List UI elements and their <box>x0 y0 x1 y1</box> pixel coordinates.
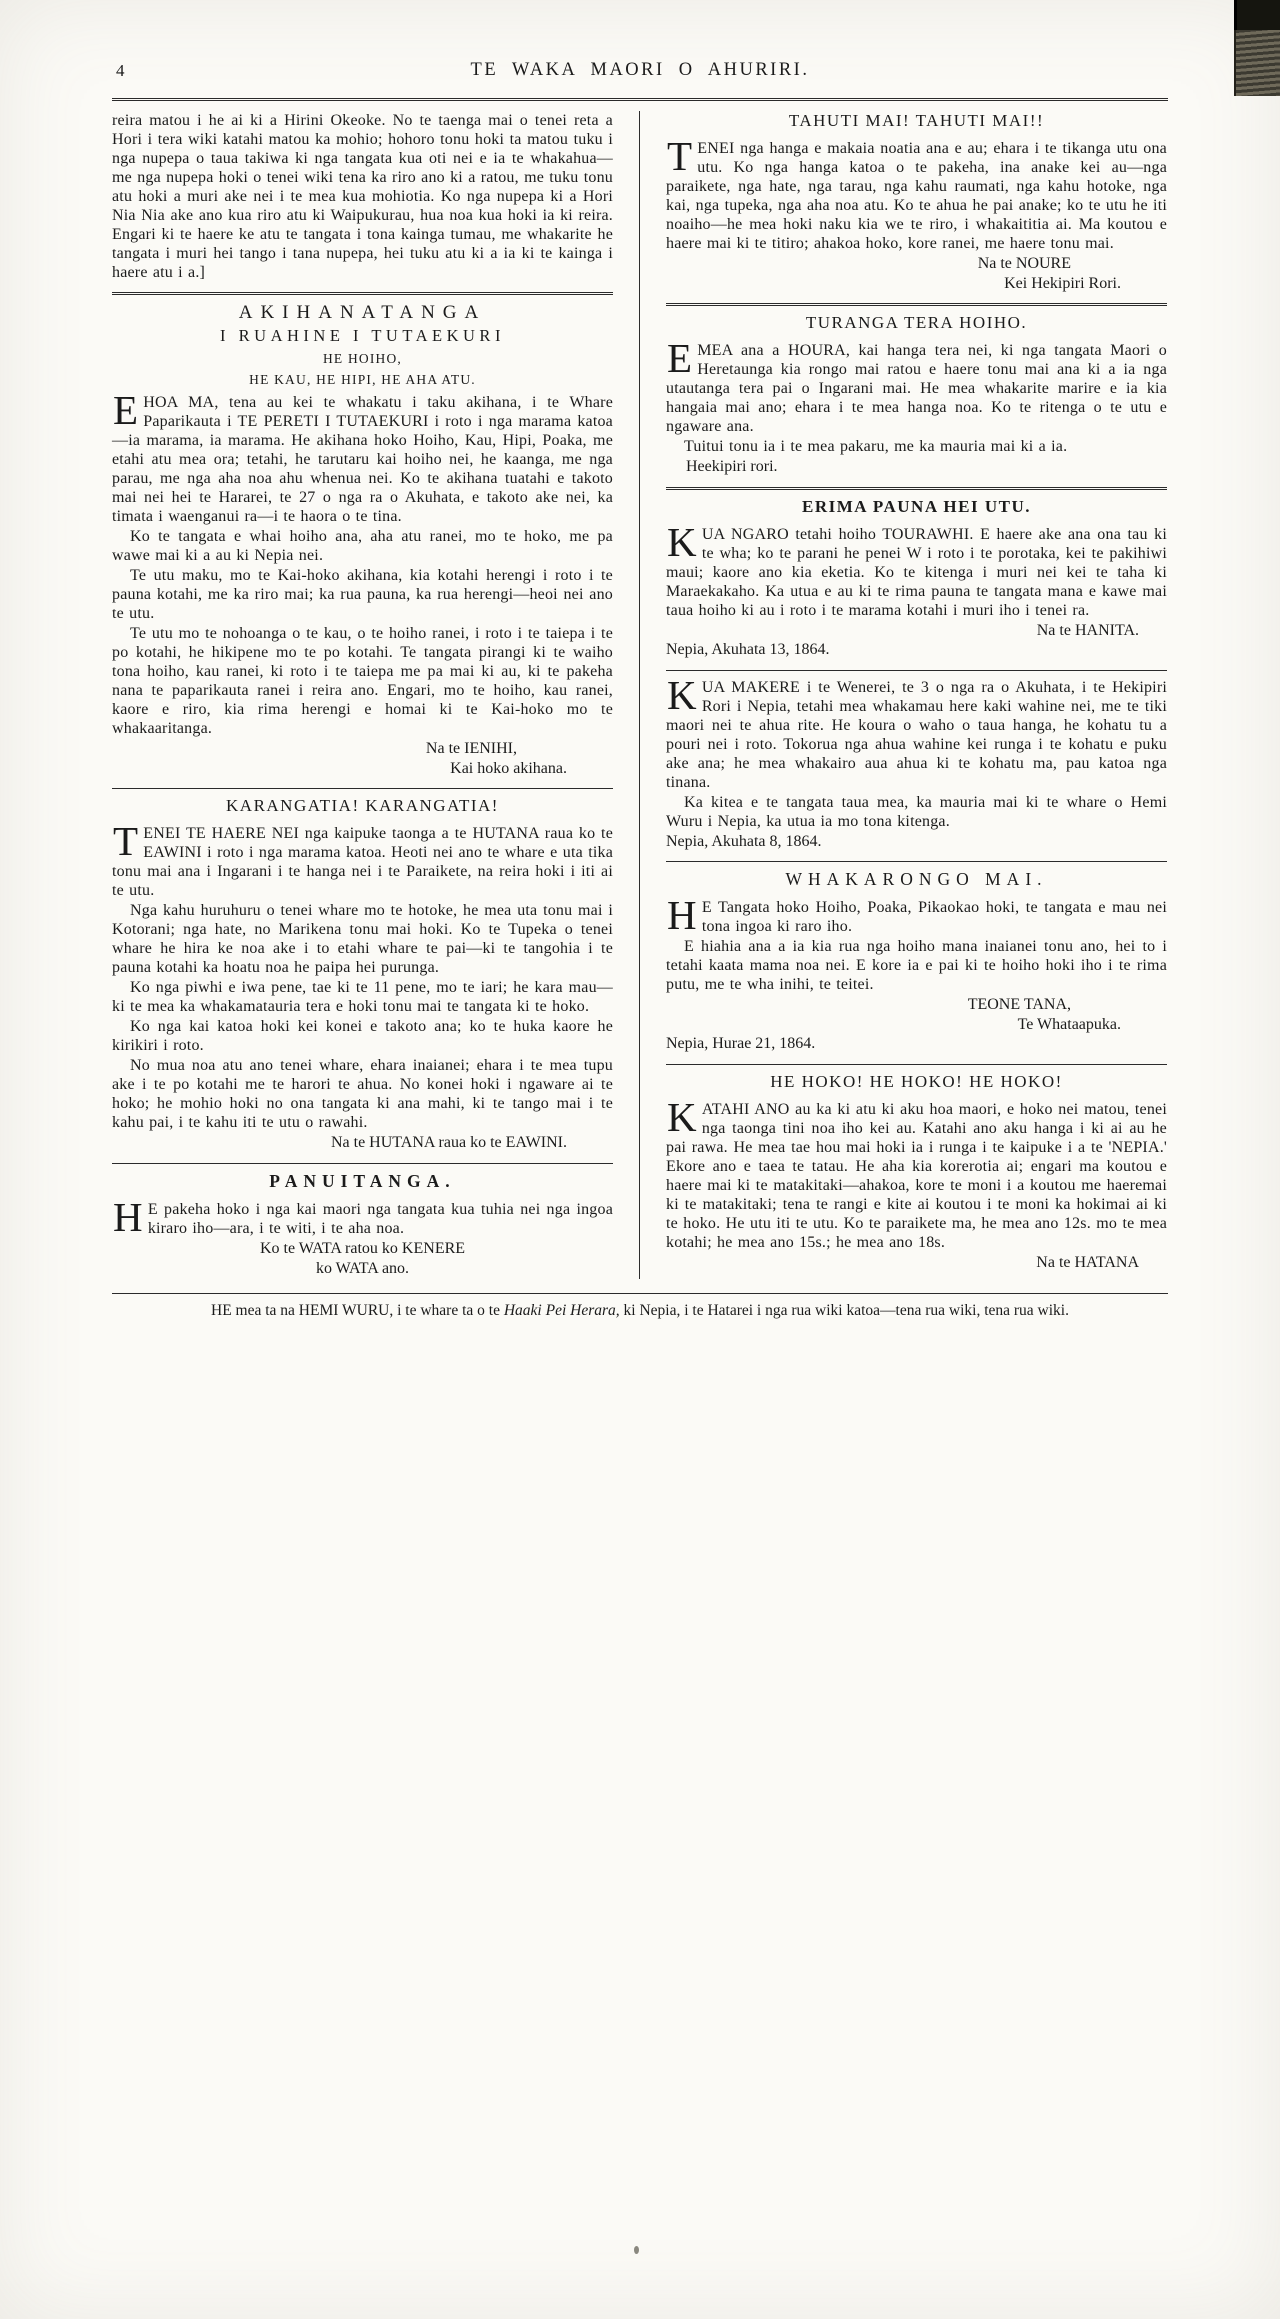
article-heading: TAHUTI MAI! TAHUTI MAI!! <box>788 111 1045 130</box>
signature-role: Te Whataapuka. <box>1017 1015 1121 1033</box>
paragraph <box>112 818 613 900</box>
section-rule <box>112 292 613 295</box>
speck-artifact <box>634 2246 639 2254</box>
section-rule <box>666 487 1167 490</box>
article-heading: AKIHANATANGA <box>238 302 487 323</box>
drop-cap: E <box>667 335 693 381</box>
paragraph <box>666 133 1167 253</box>
paragraph-text: UA MAKERE i te Wenerei, te 3 o nga ra o Akuhata, i te Hekipiri Rori i Nepia, tetahi mea whakamau here kaki wahine nei, me te tiki maori nei te ahua rite. He koura o waho o taua hanga, he kohatu tu a pouri nei i roto. Tokorua nga ahua wahine kei runga i te kohatu e puku ake ana; he mea whakairo aua ahua ki te kohatu ma, pau katoa nga tinana. <box>666 678 1167 791</box>
paragraph-text: ENEI TE HAERE NEI nga kaipuke taonga a te HUTANA raua ko te EAWINI i roto i nga marama katoa. Heoti nei ano te whare e uta tika tonu mai ana i Ingarani i te hanga nei i te Paraikete, na reira hoki i iti ai te utu. <box>112 825 613 899</box>
article-subheading: HE KAU, HE HIPI, HE AHA ATU. <box>249 372 476 387</box>
drop-cap: E <box>113 387 139 433</box>
paragraph: Ko te tangata e whai hoiho ana, aha atu ranei, mo te hoko, me pa wawe mai ki a au ki Nepia nei. <box>112 528 613 564</box>
dateline: Nepia, Hurae 21, 1864. <box>666 1035 816 1052</box>
drop-cap: T <box>667 133 693 179</box>
imprint-text: ki Nepia, i te Hatarei i nga rua wiki katoa—tena rua wiki, tena rua wiki. <box>619 1301 1069 1319</box>
left-column <box>112 111 613 1279</box>
signature-address: Kei Hekipiri Rori. <box>1004 274 1121 292</box>
columns <box>112 111 1168 1279</box>
imprint <box>160 1301 1120 1321</box>
article-heading: HE HOKO! HE HOKO! HE HOKO! <box>770 1071 1063 1091</box>
paragraph <box>666 335 1167 436</box>
signature-line2: ko WATA ano. <box>315 1259 410 1277</box>
article-heading-line2: I RUAHINE I TUTAEKURI <box>220 326 505 345</box>
signature: TEONE TANA, <box>967 996 1071 1013</box>
drop-cap: T <box>113 818 139 864</box>
section-rule <box>666 670 1167 671</box>
section-rule <box>112 788 613 789</box>
paragraph: Ka kitea e te tangata taua mea, ka mauria mai ki te whare o Hemi Wuru i Nepia, ka utua ia mo tona kitenga. <box>666 793 1167 830</box>
masthead-title: TE WAKA MAORI O AHURIRI. <box>470 60 810 80</box>
drop-cap: H <box>113 1193 143 1240</box>
column-divider <box>639 111 640 1279</box>
paragraph <box>666 518 1167 620</box>
article-heading: KARANGATIA! KARANGATIA! <box>226 796 499 815</box>
signature: Na te HATANA <box>1036 1253 1139 1271</box>
article-heading: PANUITANGA. <box>269 1170 456 1191</box>
paragraph-text: ATAHI ANO au ka ki atu ki aku hoa maori, e hoko nei matou, tenei nga taonga tini noa iho kei au. Katahi ano aku hanga i ki ai au he pai rawa. He mea tae hou mai hoki ia i runga i te kaipuke i a te 'NEPIA.' Ekore ano e taea te tatau. He aha kia korerotia ai; engari ma koutou e haere mai ki te matakitaki—ahakoa, kore te moni i a koutou me haeremai ki te matakitaki; tena te rangi e kite ai koutou i te moni ka hokimai ai ki te hoko. He utu iti te utu. Ko te paraikete ma, he mea ano 12s. mo te mea kotahi; he mea ano 15s.; he mea ano 18s. <box>666 1100 1167 1251</box>
paragraph-text: HOA MA, tena au kei te whakatu i taku akihana, i te Whare Paparikauta i TE PERETI I TUTAEKURI i roto i nga marama katoa—ia marama, ia marama. He akihana hoko Hoiho, Kau, Hipi, Poaka, me etahi atu mea ora; tetahi, he tarutaru kai hoiho nei, he kaanga, me nga parau, me nga aha noa ahu whenua nei. Ko te akihana tuatahi e takoto mai nei hei te Hararei, te 27 o nga ra o Akuhata, e takoto ake nei, ka timata i waenganui ra—i te haora o te tina. <box>112 394 613 525</box>
drop-cap: H <box>667 892 697 938</box>
paragraph-text: E Tangata hoko Hoiho, Poaka, Pikaokao hoki, te tangata e mau nei tona ingoa ki raro iho. <box>701 899 1167 935</box>
signature: Na te HANITA. <box>1036 621 1139 639</box>
paragraph <box>112 1193 613 1240</box>
signature: Na te NOURE <box>977 255 1071 272</box>
signature-role: Kai hoko akihana. <box>450 759 567 777</box>
drop-cap: K <box>667 518 697 565</box>
paragraph-text: E pakeha hoko i nga kai maori nga tangata kua tuhia nei nga ingoa kiraro iho—ara, i te witi, i te aha noa. <box>147 1200 613 1237</box>
signature: Na te IENIHI, <box>425 740 517 757</box>
paragraph: Ko nga piwhi e iwa pene, tae ki te 11 pene, mo te iari; he kara mau—ki te mea ka whakamatauria tera e hoki tonu mai te tangata ki te hoko. <box>112 979 613 1015</box>
article-heading: ERIMA PAUNA HEI UTU. <box>802 496 1031 516</box>
article-whakarongo-mai <box>666 869 1167 1054</box>
paragraph <box>666 1093 1167 1252</box>
scan-artifact <box>1234 0 1280 96</box>
paragraph <box>666 671 1167 792</box>
paragraph <box>666 892 1167 938</box>
drop-cap: K <box>667 671 697 718</box>
paragraph: Te utu maku, mo te Kai-hoko akihana, kia kotahi herengi i roto i te pauna kotahi, me ka riro mai; ka rua pauna, ka rua herengi—heoi nei ano te utu. <box>112 567 613 622</box>
section-rule <box>666 861 1167 862</box>
article-kua-makere <box>666 671 1167 852</box>
paragraph: E hiahia ana a ia kia rua nga hoiho mana inaianei tonu ano, hei to i tetahi kaata mama noa nei. E kore ia e pai ki te hoiho hoki iho i te rima putu, me te wha inihi, te teitei. <box>666 938 1167 993</box>
footer-rule <box>112 1293 1168 1294</box>
paragraph-text: MEA ana a HOURA, kai hanga tera nei, ki nga tangata Maori o Heretaunga kia rongo mai ratou e haere tonu mai ana ki a ia nga utautanga tera pai o Ingarani mai. He mea whakarite marire e ia kia hangaia mai ano; ehara i te mea hanga noa. Ko te ritenga o te utu e ngaware ana. <box>666 342 1167 435</box>
article-akihanatanga <box>112 302 613 778</box>
signature: Na te HUTANA raua ko te EAWINI. <box>330 1134 567 1151</box>
imprint-paper-name: Haaki Pei Herara, <box>503 1301 620 1319</box>
paragraph-text: ENEI nga hanga e makaia noatia ana e au; ehara i te tikanga utu ona utu. Ko nga hanga katoa o te pakeha, ina anake kei au—nga paraikete, nga hate, nga tarau, nga kahu raumati, nga kahu hotoke, nga kai, nga tupeka, nga aha noa atu. Ko te ahua he pai anake; ko te utu he iti noaiho—he mea hoki naku kia we te riro, i whakaititia ai. Ma koutou e haere mai ki te titiro; ahakoa hoko, kore ranei, me haere tonu mai. <box>666 140 1167 252</box>
paragraph: Ko nga kai katoa hoki kei konei e takoto ana; ko te huka kaore he kirikiri i roto. <box>112 1018 613 1054</box>
article-he-hoko <box>666 1072 1167 1273</box>
signature-address: Heekipiri rori. <box>686 458 778 475</box>
paragraph-text: UA NGARO tetahi hoiho TOURAWHI. E haere ake ana ona tau ki te wha; ko te parani he penei W i roto i te porotaka, kei te pakihiwi maui; kaore ano kia eketia. Ko te kitenga i muri nei kei te taha ki Maraekakaho. Ka utua e au ki te rima pauna te tangata mana e kawe mai taua hoiho ki au i roto i te marama kotahi i muri iho i tenei ra. <box>666 525 1167 619</box>
dateline: Nepia, Akuhata 8, 1864. <box>666 832 822 850</box>
signature: Ko te WATA ratou ko KENERE <box>259 1239 466 1257</box>
article-heading: TURANGA TERA HOIHO. <box>805 313 1028 332</box>
masthead-rule <box>112 98 1168 101</box>
right-column <box>666 111 1167 1279</box>
article-panuitanga <box>112 1171 613 1279</box>
article-subheading: HE HOIHO, <box>322 351 403 366</box>
paragraph: Tuitui tonu ia i te mea pakaru, me ka mauria mai ki a ia. <box>684 438 1068 455</box>
imprint-text: HE mea ta na HEMI WURU, i te whare ta o te <box>211 1301 504 1319</box>
section-rule <box>666 1064 1167 1065</box>
paragraph <box>112 387 613 526</box>
article-turanga-tera-hoiho <box>666 313 1167 477</box>
paragraph: No mua noa atu ano tenei whare, ehara inaianei; ehara i te mea tupu ake i te po kotahi me te harori te ahua. No konei hoki i ngaware ai te hoko; he mohio hoki no ona tangata ki ana mahi, ki te tango mai i te kahu pai, i te kahu iti te utu o rawahi. <box>112 1057 613 1131</box>
article-erima-pauna <box>666 497 1167 660</box>
scan-artifact-stripes <box>1234 30 1280 96</box>
paragraph: Te utu mo te nohoanga o te kau, o te hoiho ranei, i roto i te taiepa i te po kotahi, he hikipene mo te po kotahi. Te tangata pirangi ki te waiho tona hoiho, kau ranei, ki roto i te taiepa me pa mai ki au, ki te pakeha nana te paparikauta ranei i reira ano. Engari, mo te hoiho, kau ranei, kaore e riro, kia rima herengi e homai ki te Kai-hoko mo te whakaaritanga. <box>112 625 613 737</box>
paragraph: Nga kahu huruhuru o tenei whare mo te hotoke, he mea uta tonu mai i Kotorani; nga hate, no Marikena tonu mai hoki. Ko te Tupeka o tenei whare he hira ke noa ake i to etahi whare te pai—ki te tangohia i te pauna kotahi ka hoatu noa he paipa hei purunga. <box>112 902 613 976</box>
continuation-paragraph: reira matou i he ai ki a Hirini Okeoke. No te taenga mai o tenei reta a Hori i tera wiki katahi matou ka mohio; hohoro tonu hoki ta matou tuku i nga nupepa o taua takiwa ki nga tangata kua oti nei e ia te whakahua—me nga nupepa hoki o tenei wiki tena ka riro ano ki a ratou, me tuku tonu atu hoki a muri ake nei i te mea kua mohiotia. Ko nga nupepa ki a Hori Nia Nia ake ano kua riro atu ki Waipukurau, hua noa kua hoki ia ki reira. Engari ki te haere ke atu te tangata i tona kainga tumau, me whakarite he tangata i muri hei tango i tana nupepa, hei tuku atu ki a ia ki te kainga i haere atu i a.] <box>112 112 613 281</box>
dateline: Nepia, Akuhata 13, 1864. <box>666 641 830 658</box>
article-heading: WHAKARONGO MAI. <box>785 869 1048 889</box>
article-tahuti-mai <box>666 111 1167 293</box>
page-number: 4 <box>116 61 125 80</box>
section-rule <box>666 303 1167 306</box>
drop-cap: K <box>667 1093 697 1140</box>
section-rule <box>112 1163 613 1164</box>
article-karangatia <box>112 796 613 1153</box>
scan-artifact-dark <box>1234 0 1280 30</box>
page-header <box>112 58 1168 90</box>
